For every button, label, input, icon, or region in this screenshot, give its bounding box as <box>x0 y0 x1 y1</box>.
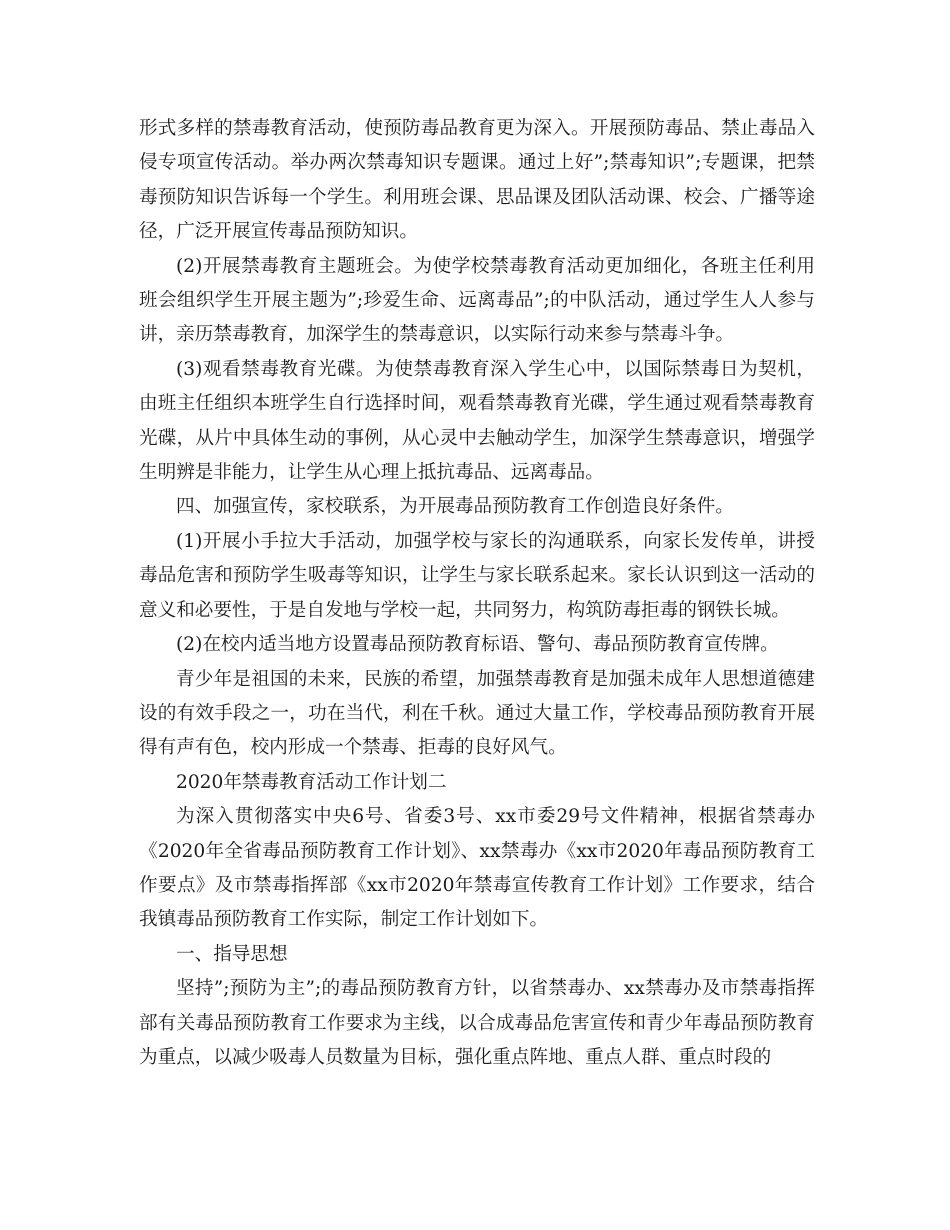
subsection-heading: 一、指导思想 <box>176 943 288 965</box>
paragraph-3: (3)观看禁毒教育光碟。为使禁毒教育深入学生心中，以国际禁毒日为契机，由班主任组织本班学生自行选择时间，观看禁毒教育光碟，学生通过观看禁毒教育光碟，从片中具体生动的事例，从心灵中去触动学生，加深学生禁毒意识，增强学生明辨是非能力，让学生从心理上抵抗毒品、远离毒品。 <box>139 358 815 484</box>
paragraph-1: 形式多样的禁毒教育活动，使预防毒品教育更为深入。开展预防毒品、禁止毒品入侵专项宣传活动。举办两次禁毒知识专题课。通过上好”;禁毒知识”;专题课，把禁毒预防知识告诉每一个学生。利用班会课、思品课及团队活动课、校会、广播等途径，广泛开展宣传毒品预防知识。 <box>139 118 815 243</box>
paragraph-7: 青少年是祖国的未来，民族的希望，加强禁毒教育是加强未成年人思想道德建设的有效手段之一，功在当代，利在千秋。通过大量工作，学校毒品预防教育开展得有声有色，校内形成一个禁毒、拒毒的良好风气。 <box>139 668 815 759</box>
document-body <box>139 112 815 1075</box>
paragraph-5: (1)开展小手拉大手活动，加强学校与家长的沟通联系，向家长发传单，讲授毒品危害和预防学生吸毒等知识，让学生与家长联系起来。家长认识到这一活动的意义和必要性，于是自发地与学校一起，共同努力，构筑防毒拒毒的钢铁长城。 <box>139 530 815 621</box>
paragraph-4: 四、加强宣传，家校联系，为开展毒品预防教育工作创造良好条件。 <box>176 496 734 518</box>
section-heading: 2020年禁毒教育活动工作计划二 <box>176 771 447 793</box>
paragraph-2: (2)开展禁毒教育主题班会。为使学校禁毒教育活动更加细化，各班主任利用班会组织学生开展主题为”;珍爱生命、远离毒品”;的中队活动，通过学生人人参与讲，亲历禁毒教育，加深学生的禁毒意识，以实际行动来参与禁毒斗争。 <box>139 255 815 346</box>
paragraph-8: 为深入贯彻落实中央6号、省委3号、xx市委29号文件精神，根据省禁毒办《2020年全省毒品预防教育工作计划》、xx禁毒办《xx市2020年毒品预防教育工作要点》及市禁毒指挥部《xx市2020年禁毒宣传教育工作计划》工作要求，结合我镇毒品预防教育工作实际，制定工作计划如下。 <box>139 806 815 931</box>
paragraph-9: 坚持”;预防为主”;的毒品预防教育方针，以省禁毒办、xx禁毒办及市禁毒指挥部有关毒品预防教育工作要求为主线，以合成毒品危害宣传和青少年毒品预防教育为重点，以减少吸毒人员数量为目标，强化重点阵地、重点人群、重点时段的 <box>139 978 815 1068</box>
paragraph-6: (2)在校内适当地方设置毒品预防教育标语、警句、毒品预防教育宣传牌。 <box>176 634 779 656</box>
